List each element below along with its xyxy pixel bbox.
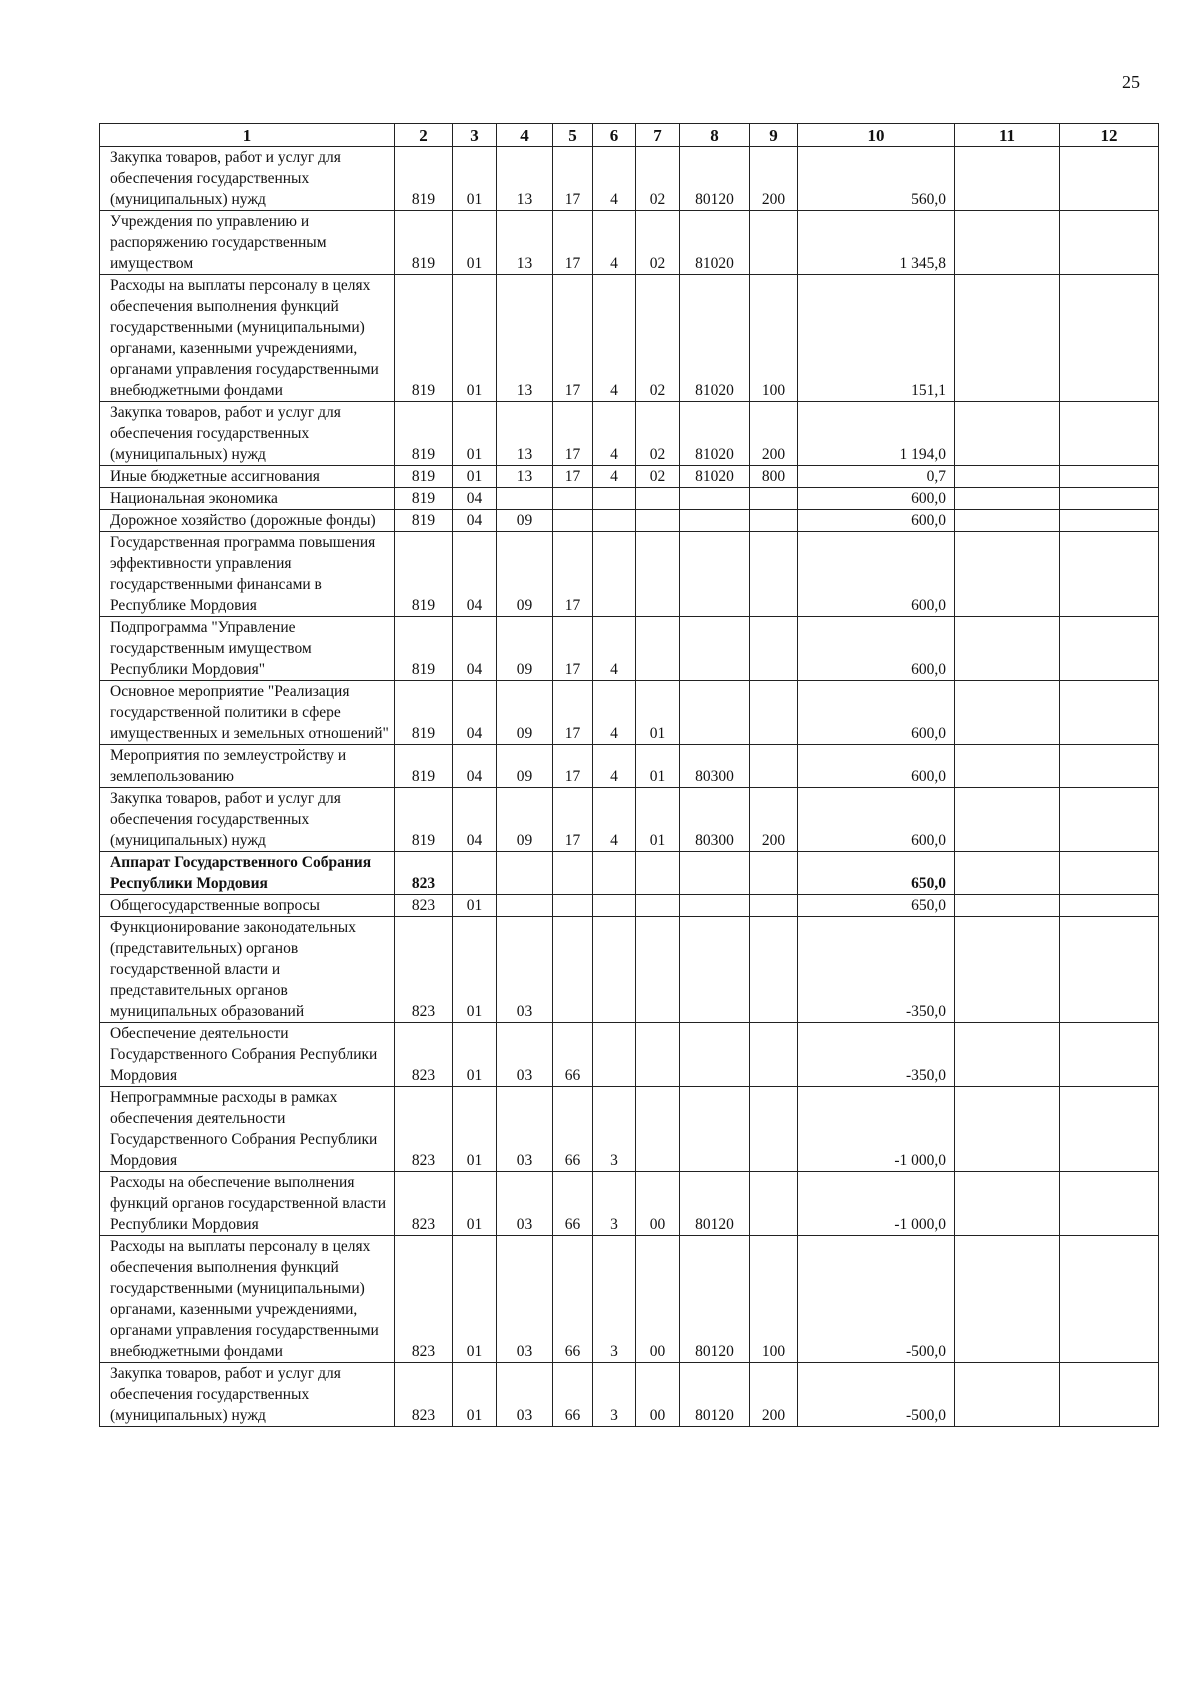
cell-section: 01: [453, 402, 497, 466]
cell-item-name: Учреждения по управлению и распоряжению государственным имуществом: [100, 211, 395, 275]
cell-col-11: [955, 617, 1060, 681]
cell-section: 01: [453, 917, 497, 1023]
cell-item-name: Национальная экономика: [100, 488, 395, 510]
cell-subprogram: [593, 917, 636, 1023]
cell-col-11: [955, 1363, 1060, 1427]
cell-program: 17: [553, 402, 593, 466]
cell-ministry-code: 819: [395, 681, 453, 745]
cell-expense-type: 100: [750, 1236, 798, 1363]
cell-direction: 80300: [680, 745, 750, 788]
cell-ministry-code: 819: [395, 466, 453, 488]
table-row: [100, 852, 1159, 895]
cell-program: 17: [553, 745, 593, 788]
cell-item-name: Подпрограмма "Управление государственным имуществом Республики Мордовия": [100, 617, 395, 681]
cell-program: 17: [553, 275, 593, 402]
cell-subsection: 03: [497, 1087, 553, 1172]
cell-subprogram: 3: [593, 1236, 636, 1363]
cell-section: [453, 852, 497, 895]
cell-col-11: [955, 1172, 1060, 1236]
cell-program: [553, 510, 593, 532]
cell-expense-type: [750, 488, 798, 510]
cell-amount: 0,7: [798, 466, 955, 488]
cell-direction: 80120: [680, 1236, 750, 1363]
cell-direction: [680, 488, 750, 510]
table-row: [100, 895, 1159, 917]
cell-main-activity: 02: [636, 211, 680, 275]
cell-subprogram: [593, 1023, 636, 1087]
cell-program: 17: [553, 788, 593, 852]
cell-col-11: [955, 1023, 1060, 1087]
cell-subsection: 09: [497, 681, 553, 745]
cell-section: 04: [453, 532, 497, 617]
cell-subprogram: 4: [593, 466, 636, 488]
cell-col-12: [1060, 402, 1159, 466]
table-row: [100, 147, 1159, 211]
cell-main-activity: 01: [636, 745, 680, 788]
cell-main-activity: [636, 852, 680, 895]
cell-col-11: [955, 745, 1060, 788]
cell-ministry-code: 823: [395, 1172, 453, 1236]
cell-ministry-code: 819: [395, 275, 453, 402]
cell-amount: 151,1: [798, 275, 955, 402]
column-header-4: 4: [497, 124, 553, 147]
table-row: [100, 211, 1159, 275]
cell-program: 66: [553, 1087, 593, 1172]
cell-expense-type: 800: [750, 466, 798, 488]
cell-amount: 600,0: [798, 745, 955, 788]
cell-section: 04: [453, 745, 497, 788]
cell-section: 01: [453, 895, 497, 917]
cell-expense-type: 200: [750, 402, 798, 466]
table-row: [100, 745, 1159, 788]
column-header-7: 7: [636, 124, 680, 147]
cell-expense-type: [750, 681, 798, 745]
cell-direction: 81020: [680, 466, 750, 488]
cell-ministry-code: 823: [395, 852, 453, 895]
cell-program: [553, 852, 593, 895]
cell-main-activity: 00: [636, 1363, 680, 1427]
cell-item-name: Иные бюджетные ассигнования: [100, 466, 395, 488]
cell-subsection: 09: [497, 532, 553, 617]
cell-expense-type: 200: [750, 788, 798, 852]
cell-expense-type: 100: [750, 275, 798, 402]
cell-section: 01: [453, 211, 497, 275]
table-row: [100, 1363, 1159, 1427]
cell-direction: 81020: [680, 402, 750, 466]
cell-ministry-code: 819: [395, 510, 453, 532]
cell-col-11: [955, 917, 1060, 1023]
cell-amount: 600,0: [798, 510, 955, 532]
cell-ministry-code: 823: [395, 917, 453, 1023]
cell-item-name: Расходы на выплаты персоналу в целях обеспечения выполнения функций государственными (муниципальными) органами, казенными учреждениями, органами управления государственными внебюджетными фондами: [100, 275, 395, 402]
cell-program: 66: [553, 1236, 593, 1363]
cell-ministry-code: 819: [395, 617, 453, 681]
cell-main-activity: [636, 488, 680, 510]
cell-col-12: [1060, 1023, 1159, 1087]
cell-subprogram: 4: [593, 745, 636, 788]
cell-col-12: [1060, 510, 1159, 532]
cell-ministry-code: 819: [395, 532, 453, 617]
cell-subsection: 03: [497, 1363, 553, 1427]
cell-ministry-code: 819: [395, 147, 453, 211]
cell-ministry-code: 819: [395, 745, 453, 788]
cell-expense-type: [750, 1087, 798, 1172]
column-header-8: 8: [680, 124, 750, 147]
cell-subprogram: [593, 895, 636, 917]
cell-col-11: [955, 532, 1060, 617]
cell-direction: [680, 1023, 750, 1087]
table-row: [100, 681, 1159, 745]
cell-amount: 1 194,0: [798, 402, 955, 466]
cell-subprogram: [593, 852, 636, 895]
cell-col-12: [1060, 1363, 1159, 1427]
cell-main-activity: 02: [636, 147, 680, 211]
cell-item-name: Закупка товаров, работ и услуг для обеспечения государственных (муниципальных) нужд: [100, 1363, 395, 1427]
cell-subprogram: 3: [593, 1363, 636, 1427]
cell-program: 17: [553, 617, 593, 681]
cell-col-12: [1060, 488, 1159, 510]
cell-subsection: 03: [497, 1236, 553, 1363]
cell-main-activity: [636, 1023, 680, 1087]
cell-main-activity: 02: [636, 466, 680, 488]
cell-col-11: [955, 1236, 1060, 1363]
cell-col-12: [1060, 852, 1159, 895]
cell-subsection: 03: [497, 917, 553, 1023]
cell-subsection: 09: [497, 745, 553, 788]
cell-main-activity: [636, 895, 680, 917]
cell-direction: 80120: [680, 147, 750, 211]
cell-expense-type: [750, 211, 798, 275]
cell-program: 17: [553, 681, 593, 745]
cell-col-11: [955, 895, 1060, 917]
cell-col-12: [1060, 617, 1159, 681]
cell-section: 01: [453, 466, 497, 488]
column-header-10: 10: [798, 124, 955, 147]
cell-direction: [680, 917, 750, 1023]
table-row: [100, 402, 1159, 466]
column-header-3: 3: [453, 124, 497, 147]
cell-subprogram: 4: [593, 211, 636, 275]
cell-col-12: [1060, 681, 1159, 745]
cell-amount: -350,0: [798, 1023, 955, 1087]
table-row: [100, 1172, 1159, 1236]
cell-col-11: [955, 147, 1060, 211]
cell-section: 01: [453, 1087, 497, 1172]
cell-item-name: Общегосударственные вопросы: [100, 895, 395, 917]
cell-subsection: 09: [497, 510, 553, 532]
cell-expense-type: [750, 895, 798, 917]
cell-direction: 81020: [680, 211, 750, 275]
column-header-11: 11: [955, 124, 1060, 147]
cell-subprogram: 4: [593, 617, 636, 681]
table-row: [100, 510, 1159, 532]
cell-section: 01: [453, 1023, 497, 1087]
cell-expense-type: [750, 917, 798, 1023]
cell-program: [553, 917, 593, 1023]
cell-col-12: [1060, 788, 1159, 852]
cell-col-12: [1060, 466, 1159, 488]
cell-item-name: Обеспечение деятельности Государственного Собрания Республики Мордовия: [100, 1023, 395, 1087]
cell-col-11: [955, 788, 1060, 852]
cell-expense-type: 200: [750, 147, 798, 211]
cell-section: 04: [453, 788, 497, 852]
cell-subsection: [497, 895, 553, 917]
cell-section: 01: [453, 1363, 497, 1427]
cell-item-name: Основное мероприятие "Реализация государственной политики в сфере имущественных и земельных отношений": [100, 681, 395, 745]
table-row: [100, 488, 1159, 510]
cell-expense-type: [750, 745, 798, 788]
cell-col-12: [1060, 917, 1159, 1023]
cell-program: 17: [553, 466, 593, 488]
cell-ministry-code: 819: [395, 488, 453, 510]
cell-direction: 80120: [680, 1172, 750, 1236]
cell-expense-type: [750, 510, 798, 532]
table-row: [100, 1087, 1159, 1172]
cell-main-activity: 01: [636, 788, 680, 852]
cell-program: [553, 895, 593, 917]
cell-subsection: [497, 852, 553, 895]
cell-col-12: [1060, 1087, 1159, 1172]
cell-section: 04: [453, 681, 497, 745]
table-body: [100, 147, 1159, 1427]
cell-main-activity: [636, 510, 680, 532]
cell-expense-type: [750, 532, 798, 617]
cell-amount: 650,0: [798, 895, 955, 917]
cell-subsection: 03: [497, 1023, 553, 1087]
cell-ministry-code: 819: [395, 788, 453, 852]
cell-col-12: [1060, 1236, 1159, 1363]
cell-subprogram: 3: [593, 1172, 636, 1236]
cell-main-activity: [636, 1087, 680, 1172]
cell-subprogram: 3: [593, 1087, 636, 1172]
cell-expense-type: [750, 1023, 798, 1087]
cell-section: 04: [453, 510, 497, 532]
cell-subsection: 13: [497, 466, 553, 488]
cell-amount: 600,0: [798, 617, 955, 681]
cell-ministry-code: 819: [395, 211, 453, 275]
cell-col-11: [955, 275, 1060, 402]
cell-amount: 600,0: [798, 488, 955, 510]
cell-subprogram: 4: [593, 147, 636, 211]
cell-col-11: [955, 510, 1060, 532]
table-header-row: [100, 124, 1159, 147]
column-header-5: 5: [553, 124, 593, 147]
cell-expense-type: [750, 852, 798, 895]
column-header-6: 6: [593, 124, 636, 147]
table-row: [100, 917, 1159, 1023]
cell-col-11: [955, 681, 1060, 745]
cell-amount: 600,0: [798, 532, 955, 617]
column-header-2: 2: [395, 124, 453, 147]
cell-amount: 650,0: [798, 852, 955, 895]
cell-col-12: [1060, 147, 1159, 211]
cell-item-name: Аппарат Государственного Собрания Республики Мордовия: [100, 852, 395, 895]
column-header-12: 12: [1060, 124, 1159, 147]
cell-program: 66: [553, 1172, 593, 1236]
cell-program: 17: [553, 211, 593, 275]
cell-col-11: [955, 402, 1060, 466]
cell-col-12: [1060, 1172, 1159, 1236]
cell-direction: 81020: [680, 275, 750, 402]
table-row: [100, 275, 1159, 402]
cell-subprogram: [593, 532, 636, 617]
cell-col-12: [1060, 275, 1159, 402]
cell-section: 04: [453, 488, 497, 510]
cell-subprogram: 4: [593, 788, 636, 852]
cell-subsection: 03: [497, 1172, 553, 1236]
column-header-1: 1: [100, 124, 395, 147]
cell-main-activity: [636, 617, 680, 681]
cell-section: 01: [453, 147, 497, 211]
cell-expense-type: [750, 1172, 798, 1236]
cell-direction: 80300: [680, 788, 750, 852]
cell-direction: [680, 617, 750, 681]
table-row: [100, 1236, 1159, 1363]
cell-item-name: Закупка товаров, работ и услуг для обеспечения государственных (муниципальных) нужд: [100, 402, 395, 466]
cell-direction: [680, 895, 750, 917]
cell-amount: 600,0: [798, 681, 955, 745]
cell-subsection: 13: [497, 147, 553, 211]
cell-expense-type: [750, 617, 798, 681]
cell-direction: 80120: [680, 1363, 750, 1427]
cell-col-11: [955, 466, 1060, 488]
cell-subprogram: [593, 510, 636, 532]
cell-program: 17: [553, 532, 593, 617]
cell-subsection: [497, 488, 553, 510]
cell-subprogram: 4: [593, 275, 636, 402]
cell-col-12: [1060, 745, 1159, 788]
cell-subsection: 13: [497, 211, 553, 275]
cell-item-name: Государственная программа повышения эффективности управления государственными финансами в Республике Мордовия: [100, 532, 395, 617]
budget-table: [99, 123, 1159, 1427]
cell-direction: [680, 1087, 750, 1172]
cell-item-name: Закупка товаров, работ и услуг для обеспечения государственных (муниципальных) нужд: [100, 147, 395, 211]
cell-col-12: [1060, 532, 1159, 617]
cell-ministry-code: 823: [395, 1023, 453, 1087]
cell-item-name: Непрограммные расходы в рамках обеспечения деятельности Государственного Собрания Республики Мордовия: [100, 1087, 395, 1172]
cell-main-activity: [636, 917, 680, 1023]
cell-program: 66: [553, 1023, 593, 1087]
column-header-9: 9: [750, 124, 798, 147]
cell-direction: [680, 852, 750, 895]
cell-subsection: 13: [497, 402, 553, 466]
cell-amount: -1 000,0: [798, 1087, 955, 1172]
cell-main-activity: 00: [636, 1236, 680, 1363]
cell-item-name: Функционирование законодательных (представительных) органов государственной власти и представительных органов муниципальных образований: [100, 917, 395, 1023]
cell-ministry-code: 823: [395, 1087, 453, 1172]
cell-program: [553, 488, 593, 510]
cell-section: 01: [453, 1172, 497, 1236]
cell-item-name: Дорожное хозяйство (дорожные фонды): [100, 510, 395, 532]
cell-direction: [680, 510, 750, 532]
cell-amount: -500,0: [798, 1236, 955, 1363]
table-row: [100, 466, 1159, 488]
cell-ministry-code: 823: [395, 895, 453, 917]
cell-subprogram: 4: [593, 402, 636, 466]
cell-section: 04: [453, 617, 497, 681]
cell-subsection: 13: [497, 275, 553, 402]
cell-item-name: Расходы на выплаты персоналу в целях обеспечения выполнения функций государственными (муниципальными) органами, казенными учреждениями, органами управления государственными внебюджетными фондами: [100, 1236, 395, 1363]
cell-ministry-code: 823: [395, 1363, 453, 1427]
cell-program: 66: [553, 1363, 593, 1427]
cell-section: 01: [453, 275, 497, 402]
cell-col-11: [955, 211, 1060, 275]
cell-amount: -500,0: [798, 1363, 955, 1427]
cell-subsection: 09: [497, 788, 553, 852]
cell-col-12: [1060, 895, 1159, 917]
cell-amount: 560,0: [798, 147, 955, 211]
cell-col-11: [955, 488, 1060, 510]
cell-section: 01: [453, 1236, 497, 1363]
cell-direction: [680, 681, 750, 745]
cell-subsection: 09: [497, 617, 553, 681]
cell-main-activity: 02: [636, 275, 680, 402]
cell-col-11: [955, 1087, 1060, 1172]
cell-subprogram: [593, 488, 636, 510]
cell-item-name: Мероприятия по землеустройству и землепользованию: [100, 745, 395, 788]
cell-amount: 600,0: [798, 788, 955, 852]
table-row: [100, 532, 1159, 617]
cell-ministry-code: 823: [395, 1236, 453, 1363]
cell-amount: 1 345,8: [798, 211, 955, 275]
cell-subprogram: 4: [593, 681, 636, 745]
cell-item-name: Закупка товаров, работ и услуг для обеспечения государственных (муниципальных) нужд: [100, 788, 395, 852]
cell-item-name: Расходы на обеспечение выполнения функций органов государственной власти Республики Мордовия: [100, 1172, 395, 1236]
table-row: [100, 1023, 1159, 1087]
cell-program: 17: [553, 147, 593, 211]
cell-direction: [680, 532, 750, 617]
table-row: [100, 617, 1159, 681]
cell-main-activity: 02: [636, 402, 680, 466]
cell-amount: -1 000,0: [798, 1172, 955, 1236]
cell-main-activity: [636, 532, 680, 617]
cell-main-activity: 01: [636, 681, 680, 745]
cell-expense-type: 200: [750, 1363, 798, 1427]
cell-main-activity: 00: [636, 1172, 680, 1236]
cell-ministry-code: 819: [395, 402, 453, 466]
cell-amount: -350,0: [798, 917, 955, 1023]
cell-col-11: [955, 852, 1060, 895]
page-number: 25: [1122, 72, 1140, 92]
table-row: [100, 788, 1159, 852]
cell-col-12: [1060, 211, 1159, 275]
